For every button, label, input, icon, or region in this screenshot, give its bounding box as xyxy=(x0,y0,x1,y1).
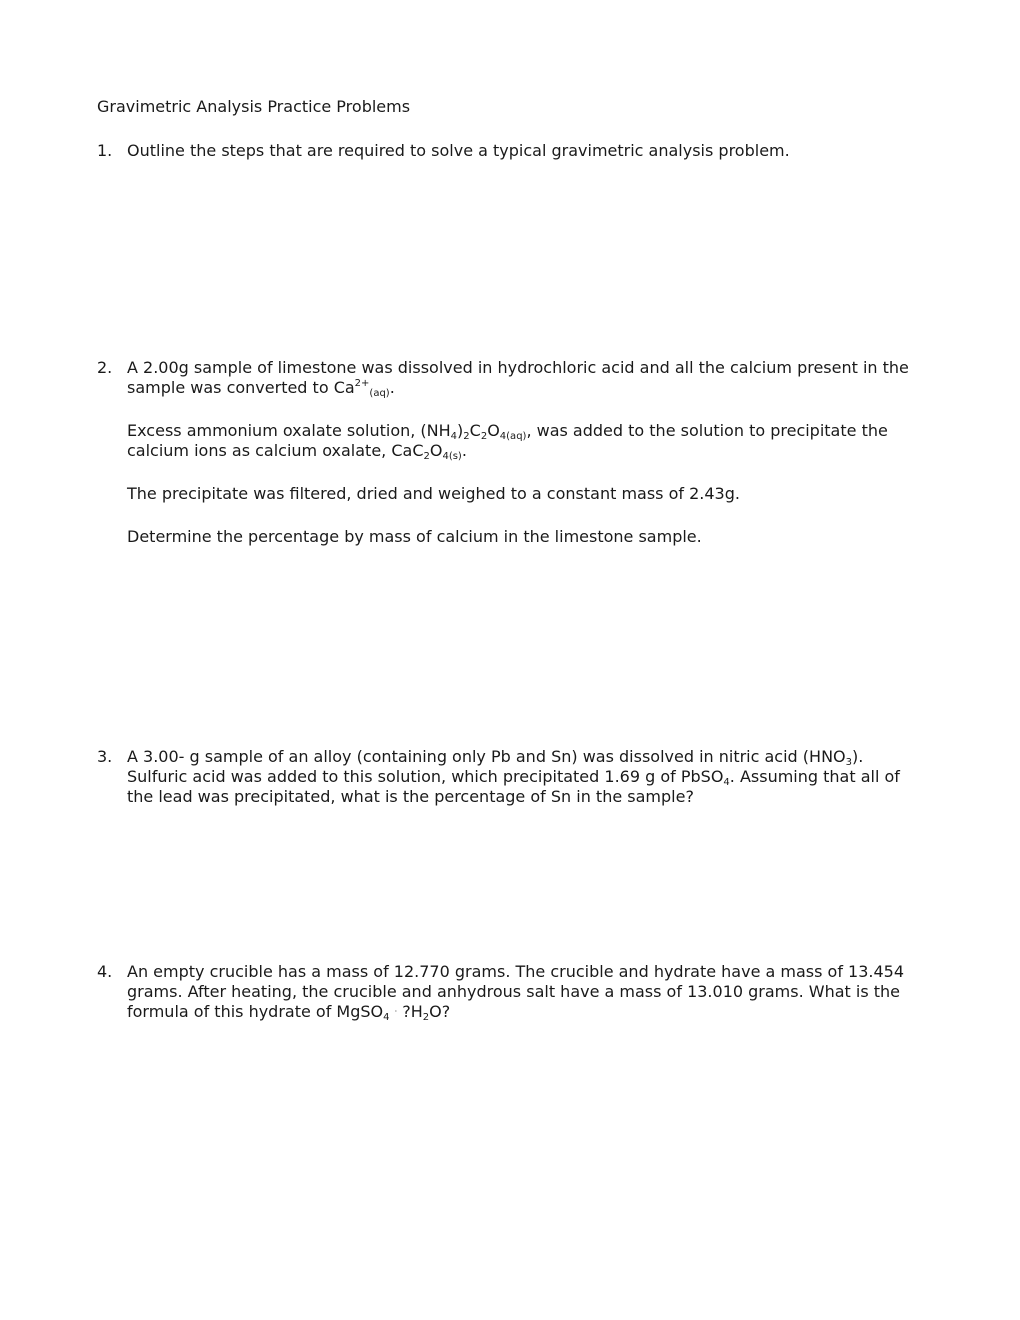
text-run: O xyxy=(429,441,443,460)
subscript: (aq) xyxy=(369,388,390,399)
text-run: ). Sulfuric acid was added to this solution, which precipitated 1.69 g of PbSO xyxy=(127,747,864,786)
text-run: . xyxy=(389,378,395,397)
question-body xyxy=(127,141,927,161)
subscript: 2 xyxy=(423,451,430,462)
question-number: 2. xyxy=(97,358,113,377)
subscript: 4 xyxy=(450,431,458,442)
question-paragraph xyxy=(127,962,927,1022)
question-1 xyxy=(97,141,927,161)
question-text: Outline the steps that are required to solve a typical gravimetric analysis problem. xyxy=(127,141,790,160)
text-run: , was added to the solution to precipitate the calcium ions as calcium oxalate, CaC xyxy=(127,421,888,460)
question-paragraph: The precipitate was filtered, dried and weighed to a constant mass of 2.43g. xyxy=(127,484,740,503)
text-run: A 3.00- g sample of an alloy (containing only Pb and Sn) was dissolved in nitric acid (HNO xyxy=(127,747,846,766)
text-run: . Assuming that all of the lead was precipitated, what is the percentage of Sn in the sample? xyxy=(127,767,900,806)
question-paragraph xyxy=(127,421,927,461)
question-number: 4. xyxy=(97,962,113,981)
text-run: . xyxy=(461,441,467,460)
subscript: 2 xyxy=(480,431,488,442)
subscript: 4(s) xyxy=(442,451,462,462)
question-paragraph xyxy=(127,358,927,398)
text-run: An empty crucible has a mass of 12.770 grams. The crucible and hydrate have a mass of 13.454 grams. After heating, the crucible and anhydrous salt have a mass of 13.010 grams. What is the formula of this hydrate of MgSO xyxy=(127,962,905,1021)
subscript: 2 xyxy=(422,1012,430,1023)
question-body xyxy=(127,358,927,547)
question-body xyxy=(127,747,927,807)
question-body xyxy=(127,962,927,1022)
question-4 xyxy=(97,962,927,1022)
question-3 xyxy=(97,747,927,807)
text-run: ) xyxy=(457,421,464,440)
text-run: ?H xyxy=(397,1002,423,1021)
question-2 xyxy=(97,358,927,547)
text-run: A 2.00g sample of limestone was dissolved in hydrochloric acid and all the calcium present in the sample was converted to Ca xyxy=(127,358,909,397)
text-run: O xyxy=(487,421,500,440)
subscript: 4 xyxy=(723,777,730,788)
subscript: 4 xyxy=(383,1012,390,1023)
subscript: 3 xyxy=(845,757,852,768)
question-number: 3. xyxy=(97,747,113,766)
subscript: 2 xyxy=(463,431,470,442)
question-paragraph xyxy=(127,747,927,807)
middle-dot: · xyxy=(394,1007,398,1016)
page-title: Gravimetric Analysis Practice Problems xyxy=(97,97,411,116)
text-run: C xyxy=(469,421,481,440)
text-run: O? xyxy=(429,1002,451,1021)
superscript: 2+ xyxy=(354,378,370,389)
question-number: 1. xyxy=(97,141,113,160)
subscript: 4(aq) xyxy=(499,431,527,442)
question-paragraph: Determine the percentage by mass of calcium in the limestone sample. xyxy=(127,527,702,546)
text-run: Excess ammonium oxalate solution, (NH xyxy=(127,421,451,440)
